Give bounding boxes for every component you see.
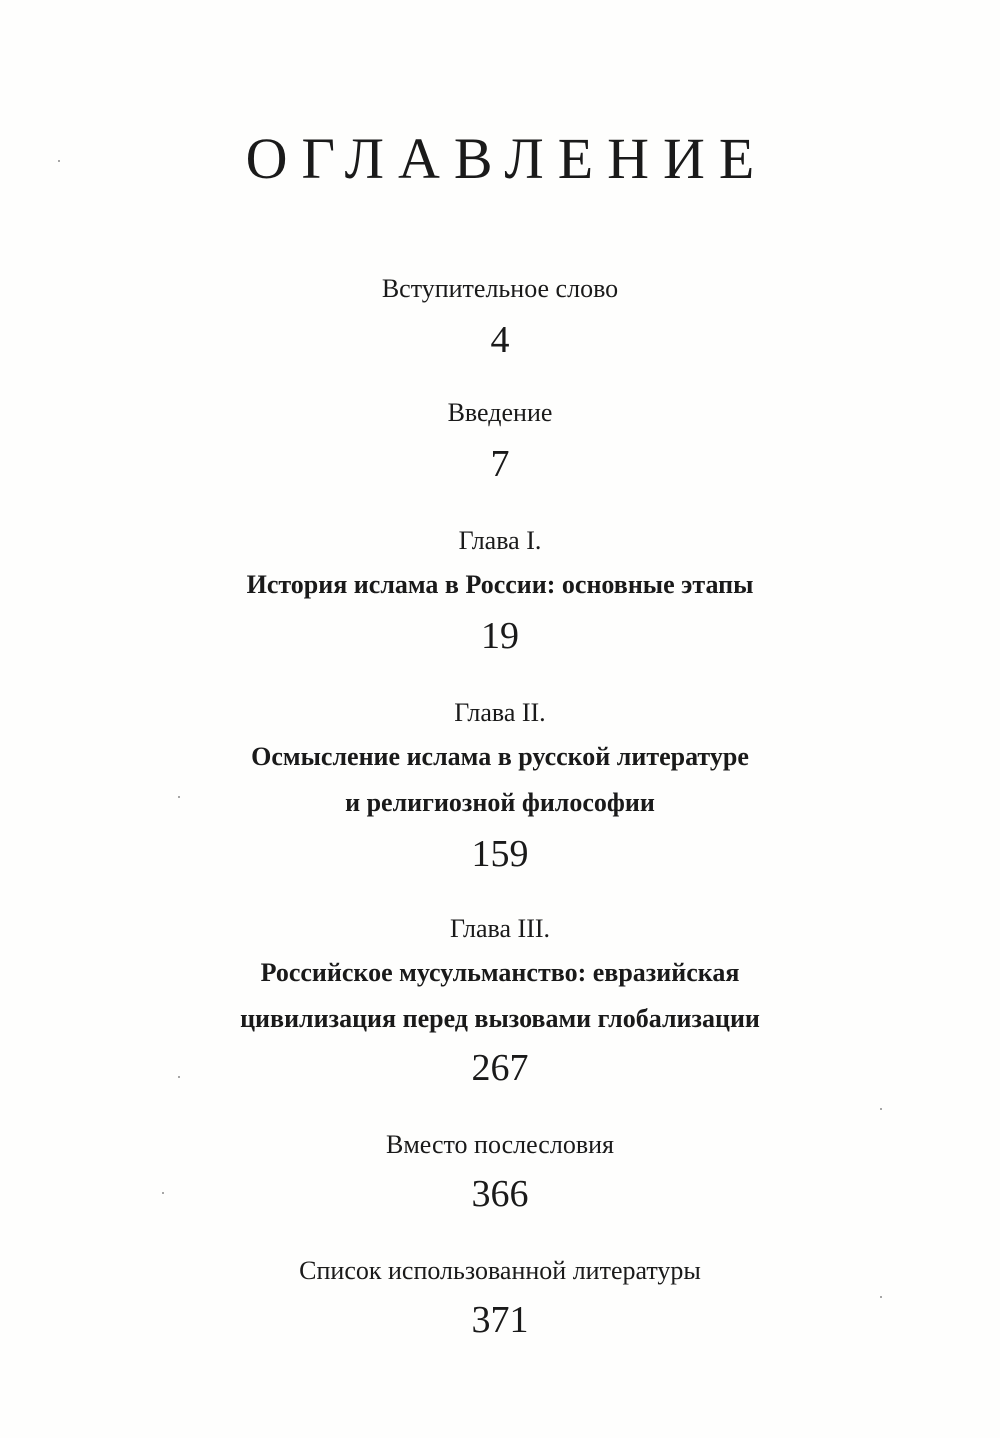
- toc-entry-page: 7: [490, 443, 510, 485]
- toc-entry-title: Введение: [447, 398, 553, 427]
- toc-entry-page: 4: [490, 319, 510, 361]
- toc-entry-title: Список использованной литературы: [299, 1256, 701, 1285]
- toc-chapter-label: Глава I.: [458, 526, 542, 555]
- toc-entry-page: 371: [471, 1299, 529, 1341]
- scan-speck: [162, 1192, 164, 1194]
- toc-entry-page: 267: [471, 1047, 529, 1089]
- toc-chapter-label: Глава III.: [449, 914, 551, 943]
- scan-speck: [880, 1296, 882, 1298]
- toc-entry-page: 19: [481, 615, 519, 657]
- toc-chapter-title: История ислама в России: основные этапы: [246, 570, 754, 599]
- toc-chapter-label: Глава II.: [454, 698, 546, 727]
- toc-entry-title: Вместо послесловия: [386, 1130, 614, 1159]
- page-title: ОГЛАВЛЕНИЕ: [245, 126, 769, 191]
- toc-entry-title: Вступительное слово: [381, 274, 619, 303]
- scan-speck: [178, 1076, 180, 1078]
- scan-speck: [880, 1108, 882, 1110]
- toc-chapter-title: Осмысление ислама в русской литературе: [251, 742, 749, 771]
- scan-speck: [178, 796, 180, 798]
- scan-speck: [58, 160, 60, 162]
- toc-entry-page: 159: [471, 833, 529, 875]
- toc-entry-page: 366: [471, 1173, 529, 1215]
- toc-chapter-title: Российское мусульманство: евразийская: [260, 958, 740, 987]
- toc-chapter-title: цивилизация перед вызовами глобализации: [240, 1004, 760, 1033]
- toc-chapter-title: и религиозной философии: [345, 788, 655, 817]
